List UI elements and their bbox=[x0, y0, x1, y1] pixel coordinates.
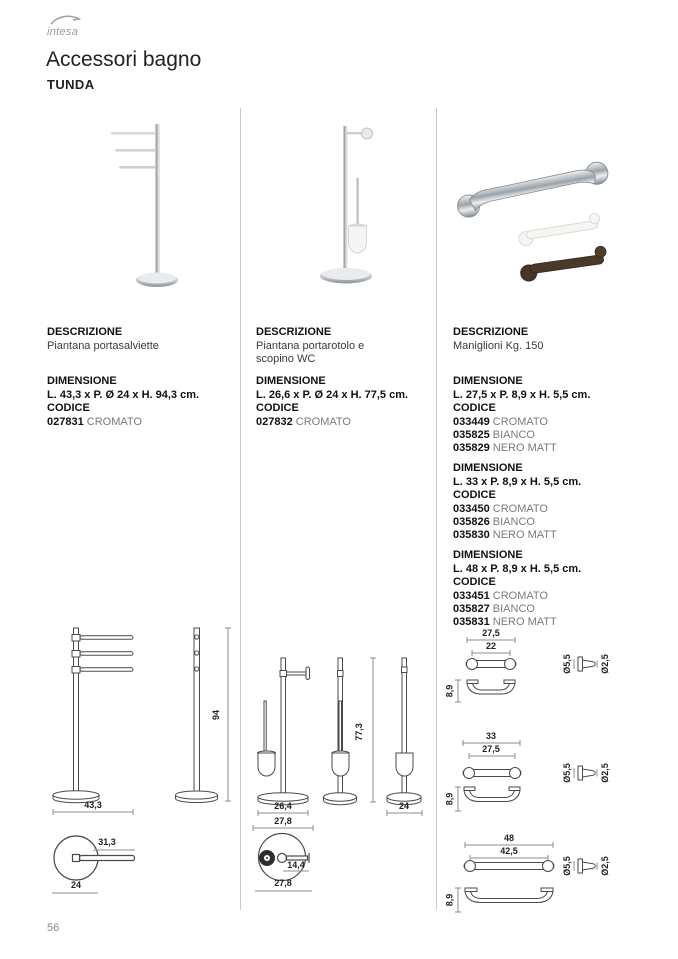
toilet-roll-brush-stand-photo bbox=[310, 118, 382, 290]
finish-name: CROMATO bbox=[295, 416, 351, 428]
finish-name: CROMATO bbox=[492, 503, 548, 515]
dimension-label: 77,3 bbox=[353, 723, 364, 741]
codice-label: CODICE bbox=[256, 402, 299, 414]
column-divider bbox=[240, 108, 241, 910]
dimension-label: 94 bbox=[211, 709, 222, 721]
codice-label: CODICE bbox=[47, 402, 90, 414]
drawing-grab-bar-275 bbox=[444, 628, 618, 714]
page-number: 56 bbox=[47, 922, 60, 934]
dimension-label: Ø5,5 bbox=[561, 856, 572, 876]
dimensione-label: DIMENSIONE bbox=[453, 462, 523, 474]
product-code: 027831 bbox=[47, 416, 84, 428]
dimensione-label: DIMENSIONE bbox=[256, 375, 326, 387]
dimension-label: Ø5,5 bbox=[561, 654, 572, 674]
intesa-logo-swoosh-icon bbox=[49, 13, 83, 27]
product-code: 035825 bbox=[453, 429, 490, 441]
towel-stand-photo bbox=[103, 120, 183, 292]
dimensione-label: DIMENSIONE bbox=[47, 375, 117, 387]
dimension-label: 14,4 bbox=[287, 860, 305, 870]
dimensione-label: DIMENSIONE bbox=[453, 375, 523, 387]
drawing-towel-stand-front bbox=[47, 626, 139, 818]
codice-label: CODICE bbox=[453, 402, 496, 414]
descrizione-label: DESCRIZIONE bbox=[453, 326, 529, 338]
code-line bbox=[453, 603, 638, 616]
dimension-label: 8,9 bbox=[444, 684, 455, 698]
towel-stand-side-linework bbox=[173, 626, 237, 818]
product-description: Piantana portarotolo e bbox=[256, 340, 365, 352]
drawing-toilet-stand-front bbox=[250, 655, 320, 835]
dimension-label: 42,5 bbox=[500, 846, 518, 856]
product-info-grab-bars bbox=[453, 326, 638, 353]
spec-towel-stand bbox=[47, 375, 232, 429]
dimension-label: 48 bbox=[503, 833, 514, 843]
codice-label: CODICE bbox=[453, 576, 496, 588]
product-code: 035831 bbox=[453, 616, 490, 628]
grab-bar-chrome bbox=[454, 161, 611, 219]
drawing-towel-stand-top bbox=[47, 832, 143, 900]
code-line bbox=[47, 416, 232, 429]
code-line bbox=[453, 442, 638, 455]
finish-name: CROMATO bbox=[492, 416, 548, 428]
product-code: 035830 bbox=[453, 529, 490, 541]
product-info-toilet-stand bbox=[256, 326, 441, 366]
code-line bbox=[256, 416, 441, 429]
dimension-value: L. 26,6 x P. Ø 24 x H. 77,5 cm. bbox=[256, 389, 409, 401]
drawing-toilet-stand-side bbox=[322, 655, 382, 835]
product-description: Maniglioni Kg. 150 bbox=[453, 340, 544, 352]
dimension-label: Ø5,5 bbox=[561, 763, 572, 783]
code-line bbox=[453, 429, 638, 442]
product-code: 033449 bbox=[453, 416, 490, 428]
finish-name: BIANCO bbox=[492, 603, 535, 615]
toilet-stand-side-linework bbox=[322, 655, 382, 835]
product-code: 035829 bbox=[453, 442, 490, 454]
drawing-grab-bar-33 bbox=[444, 731, 618, 819]
finish-name: BIANCO bbox=[492, 429, 535, 441]
dimension-value: L. 33 x P. 8,9 x H. 5,5 cm. bbox=[453, 476, 582, 488]
dimension-label: 27,5 bbox=[482, 628, 500, 638]
grab-bar-dark bbox=[519, 246, 609, 282]
product-code: 035826 bbox=[453, 516, 490, 528]
code-line bbox=[453, 503, 638, 516]
spec-grab-bar-33 bbox=[453, 462, 638, 542]
drawing-towel-stand-side bbox=[173, 626, 237, 818]
codice-label: CODICE bbox=[453, 489, 496, 501]
dimension-label: 27,5 bbox=[482, 744, 500, 754]
finish-name: CROMATO bbox=[492, 590, 548, 602]
code-line bbox=[453, 416, 638, 429]
product-code: 033451 bbox=[453, 590, 490, 602]
grab-bars-photo bbox=[446, 150, 628, 290]
grab-bar-white bbox=[517, 213, 602, 247]
dimension-label: 31,3 bbox=[98, 837, 116, 847]
product-description: Piantana portasalviette bbox=[47, 340, 159, 352]
page-title: Accessori bagno bbox=[46, 48, 202, 71]
code-line bbox=[453, 529, 638, 542]
dimension-label: 8,9 bbox=[444, 792, 455, 806]
finish-name: BIANCO bbox=[492, 516, 535, 528]
dimension-label: Ø2,5 bbox=[599, 763, 610, 783]
dimension-label: Ø2,5 bbox=[599, 654, 610, 674]
product-info-towel-stand bbox=[47, 326, 232, 353]
drawing-toilet-stand-back bbox=[384, 655, 428, 835]
finish-name: CROMATO bbox=[86, 416, 142, 428]
descrizione-label: DESCRIZIONE bbox=[47, 326, 123, 338]
dimension-label: 43,3 bbox=[84, 800, 102, 810]
finish-name: NERO MATT bbox=[492, 529, 557, 541]
dimension-label: 22 bbox=[485, 641, 496, 651]
towel-stand-front-linework bbox=[47, 626, 139, 818]
product-code: 035827 bbox=[453, 603, 490, 615]
dimension-label: 33 bbox=[485, 731, 496, 741]
dimension-label: 8,9 bbox=[444, 893, 455, 907]
code-line bbox=[453, 590, 638, 603]
dimension-label: 24 bbox=[70, 880, 81, 890]
drawing-toilet-stand-top bbox=[252, 832, 322, 898]
spec-toilet-stand bbox=[256, 375, 441, 429]
descrizione-label: DESCRIZIONE bbox=[256, 326, 332, 338]
dimension-value: L. 27,5 x P. 8,9 x H. 5,5 cm. bbox=[453, 389, 591, 401]
code-line bbox=[453, 516, 638, 529]
collection-name: TUNDA bbox=[47, 77, 95, 92]
dimension-label: 26,4 bbox=[274, 801, 292, 811]
dimension-label: Ø2,5 bbox=[599, 856, 610, 876]
dimension-label: 27,8 bbox=[274, 816, 292, 826]
finish-name: NERO MATT bbox=[492, 616, 557, 628]
dimension-value: L. 43,3 x P. Ø 24 x H. 94,3 cm. bbox=[47, 389, 200, 401]
brand-logo-text: intesa bbox=[47, 26, 79, 38]
dimension-label: 24 bbox=[398, 801, 409, 811]
column-divider bbox=[436, 108, 437, 910]
grab-bar-48-linework bbox=[448, 834, 623, 920]
product-description: scopino WC bbox=[256, 353, 316, 365]
dimensione-label: DIMENSIONE bbox=[453, 549, 523, 561]
spec-grab-bar-275 bbox=[453, 375, 638, 455]
finish-name: NERO MATT bbox=[492, 442, 557, 454]
dimension-label: 27,8 bbox=[274, 878, 292, 888]
dimension-value: L. 48 x P. 8,9 x H. 5,5 cm. bbox=[453, 563, 582, 575]
product-code: 027832 bbox=[256, 416, 293, 428]
drawing-grab-bar-48 bbox=[444, 833, 623, 920]
product-code: 033450 bbox=[453, 503, 490, 515]
spec-grab-bar-48 bbox=[453, 549, 638, 629]
